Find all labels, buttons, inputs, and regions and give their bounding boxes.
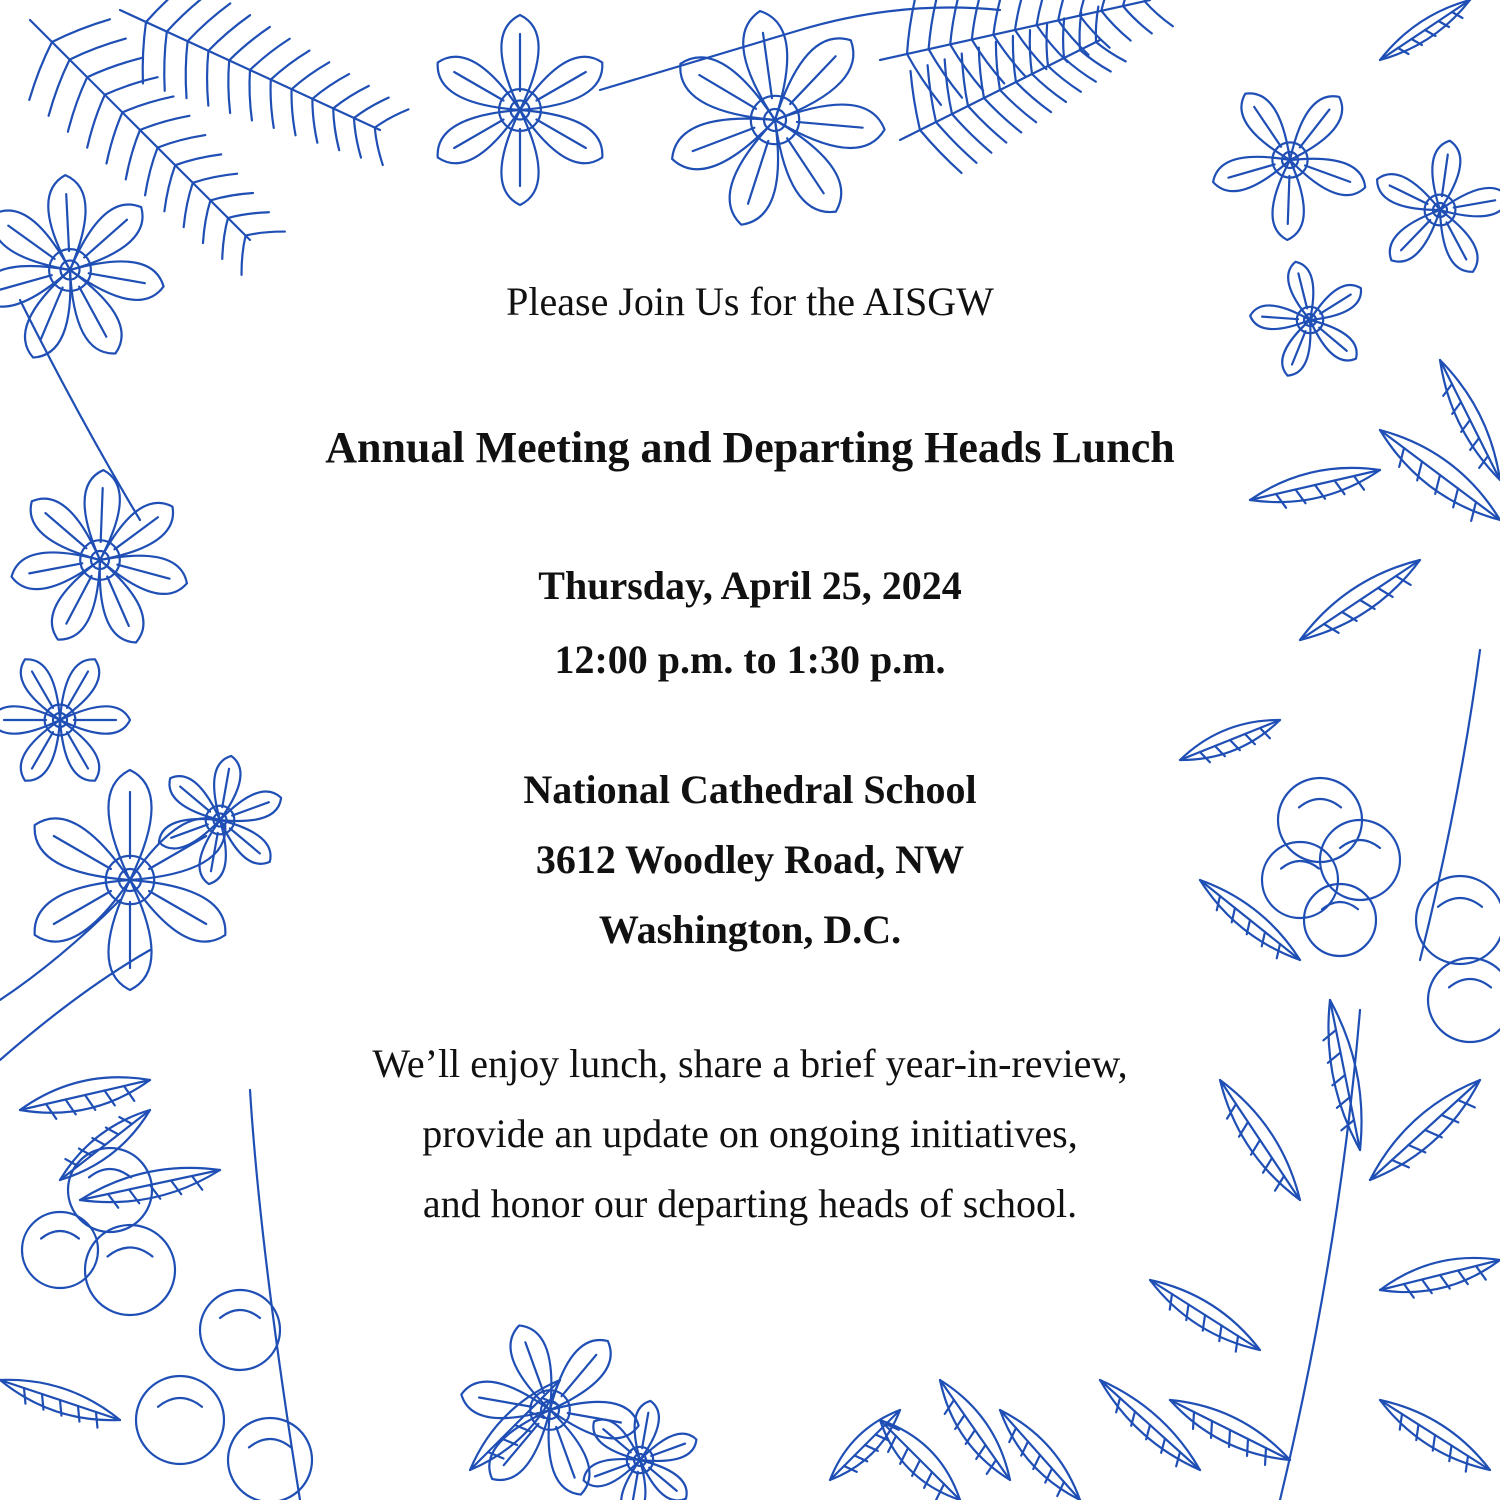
- frond-leaflet: [52, 19, 110, 42]
- berry-highlight: [220, 1310, 260, 1318]
- leaf-hatch: [1229, 1430, 1230, 1447]
- frond-leaflet: [1015, 0, 1027, 30]
- leaf-hatch: [1236, 1336, 1238, 1352]
- petal-vein: [763, 33, 772, 98]
- frond-leaflet: [271, 80, 274, 128]
- petal-vein: [632, 1472, 638, 1500]
- frond-leaflet: [228, 60, 230, 113]
- leaf-hatch: [955, 1415, 964, 1429]
- description-line: and honor our departing heads of school.: [422, 1181, 1078, 1226]
- frond-leaflet: [1145, 1, 1173, 26]
- petal-vein: [1288, 176, 1290, 224]
- frond-leaflet: [68, 77, 87, 132]
- berry-icon: [1428, 958, 1500, 1042]
- petal-vein: [536, 72, 585, 101]
- leaf-hatch: [1193, 1412, 1194, 1429]
- frond-leaflet: [229, 27, 270, 60]
- berry-highlight: [249, 1439, 291, 1447]
- frond-leaflet: [375, 128, 383, 165]
- frond-leaflet: [1046, 24, 1048, 66]
- frond-leaflet: [1101, 11, 1130, 41]
- frond-leaflet: [105, 77, 158, 95]
- frond-leaflet: [1013, 36, 1016, 82]
- frond-leaflet: [972, 40, 1004, 84]
- frond-leaflet: [936, 122, 976, 163]
- frond-leaflet: [207, 51, 208, 106]
- petal-icon: [680, 57, 775, 120]
- frond-leaflet: [175, 154, 221, 165]
- frond-leaflet: [249, 70, 251, 120]
- berry-icon: [228, 1418, 312, 1500]
- petal-vein: [1300, 110, 1330, 148]
- frond-leaflet: [164, 165, 175, 211]
- berry-highlight: [108, 1248, 153, 1257]
- petal-vein: [1401, 220, 1430, 250]
- frond-leaflet: [972, 0, 983, 40]
- frond-leaflet: [184, 183, 193, 227]
- frond-leaflet: [354, 118, 361, 158]
- frond-leaflet: [271, 51, 310, 80]
- petal-vein: [603, 1429, 631, 1452]
- petal-vein: [66, 194, 69, 251]
- leaf-hatch: [1219, 1326, 1221, 1342]
- frond-leaflet: [143, 22, 146, 83]
- frond-leaflet: [49, 60, 70, 116]
- leaf-hatch: [1170, 1294, 1172, 1310]
- frond-leaflet: [222, 218, 228, 259]
- leaf-hatch: [987, 1460, 996, 1474]
- frond-leaflet: [203, 200, 210, 243]
- petal-icon: [1440, 210, 1478, 272]
- frond-leaflet: [1064, 58, 1096, 82]
- frond-leaflet: [333, 86, 369, 109]
- frond-leaflet: [1096, 42, 1126, 61]
- frond-leaflet: [920, 130, 961, 173]
- berry-icon: [200, 1290, 280, 1370]
- frond-leaflet: [29, 42, 52, 100]
- leaf-hatch: [1342, 612, 1357, 621]
- venue-address: 3612 Woodley Road, NW: [535, 837, 965, 882]
- leaf-hatch: [1476, 1266, 1486, 1280]
- petal-vein: [562, 1355, 597, 1396]
- frond-leaflet: [292, 89, 296, 135]
- leaf-hatch: [1354, 476, 1364, 490]
- petal-icon: [461, 1382, 550, 1418]
- petal-vein: [1319, 328, 1347, 351]
- frond-leaflet: [292, 62, 330, 89]
- frond-leaflet: [333, 108, 339, 150]
- frond-leaflet: [146, 0, 191, 22]
- petal-vein: [790, 56, 835, 104]
- frond-leaflet: [911, 71, 920, 130]
- leaf-hatch: [1466, 1456, 1468, 1472]
- frond-leaflet: [945, 59, 952, 114]
- stem: [600, 8, 1000, 91]
- frond-leaflet: [126, 130, 140, 179]
- petal-vein: [454, 120, 503, 149]
- leaf-hatch: [1425, 30, 1435, 36]
- frond-leaflet: [158, 135, 206, 148]
- venue-name: National Cathedral School: [523, 767, 977, 812]
- petal-icon: [672, 119, 775, 170]
- venue-city: Washington, D.C.: [598, 907, 902, 952]
- petal-vein: [649, 1468, 677, 1491]
- leaf-hatch: [1400, 1414, 1402, 1430]
- petal-vein: [1390, 185, 1428, 203]
- berry-icon: [136, 1376, 224, 1464]
- leaf-hatch: [1404, 1284, 1414, 1298]
- frond-leaflet: [164, 32, 167, 91]
- leaf-hatch: [1412, 39, 1422, 45]
- frond-leaflet: [993, 0, 1004, 35]
- frond-leaflet: [70, 39, 126, 60]
- frond-leaflet: [1037, 0, 1049, 25]
- berry-highlight: [1449, 979, 1491, 987]
- frond-leaflet: [87, 58, 142, 77]
- frond-leaflet: [354, 98, 389, 118]
- frond-leaflet: [312, 99, 317, 143]
- leaf-hatch: [24, 1388, 25, 1404]
- leaf-hatch: [42, 1394, 43, 1410]
- leaf-hatch: [1276, 494, 1286, 508]
- petal-vein: [1228, 164, 1274, 177]
- description-line: provide an update on ongoing initiatives,: [422, 1111, 1078, 1156]
- petal-icon: [0, 210, 70, 270]
- petal-vein: [536, 120, 585, 149]
- petal-vein: [101, 488, 103, 542]
- frond-leaflet: [996, 42, 1000, 90]
- event-title: Annual Meeting and Departing Heads Lunch: [325, 423, 1175, 472]
- leaf-hatch: [1265, 1448, 1266, 1465]
- leaf-hatch: [1033, 1455, 1040, 1469]
- leaf-hatch: [124, 1086, 134, 1101]
- leaf-hatch: [900, 1448, 908, 1464]
- leaf-hatch: [65, 1159, 78, 1166]
- frond-leaflet: [1123, 6, 1152, 33]
- leaf-hatch: [966, 1430, 975, 1444]
- leaf-hatch: [1211, 1421, 1212, 1438]
- frond-leaflet: [250, 39, 290, 70]
- leaf-hatch: [912, 1460, 920, 1476]
- petal-vein: [45, 513, 86, 548]
- leaf-hatch: [1449, 1446, 1451, 1462]
- frond-leaflet: [375, 109, 409, 127]
- petal-icon: [1440, 188, 1500, 216]
- petal-vein: [1442, 155, 1448, 197]
- invitation-intro: Please Join Us for the AISGW: [506, 279, 994, 324]
- frond-leaflet: [122, 96, 173, 112]
- berry-highlight: [89, 1169, 131, 1177]
- leaf-hatch: [1247, 1439, 1248, 1456]
- frond-leaflet: [1080, 12, 1082, 50]
- frond-leaflet: [186, 41, 188, 98]
- leaf-hatch: [96, 1412, 97, 1428]
- frond-leaflet: [193, 174, 237, 183]
- petal-vein: [748, 141, 768, 204]
- frond-leaflet: [246, 232, 285, 236]
- petal-icon: [775, 120, 841, 212]
- event-time: 12:00 p.m. to 1:30 p.m.: [554, 637, 946, 682]
- description-line: We’ll enjoy lunch, share a brief year-in-review,: [372, 1041, 1128, 1086]
- leaf-hatch: [78, 1406, 79, 1422]
- petal-vein: [797, 122, 863, 128]
- petal-icon: [730, 120, 778, 225]
- frond-leaflet: [312, 74, 349, 99]
- petal-vein: [642, 1413, 648, 1448]
- leaf-hatch: [1458, 1100, 1475, 1107]
- petal-vein: [454, 72, 503, 101]
- frond-leaflet: [210, 193, 253, 200]
- petal-vein: [1447, 222, 1467, 259]
- petal-vein: [84, 220, 127, 258]
- petal-icon: [1377, 174, 1440, 210]
- petal-icon: [775, 105, 885, 148]
- berry-highlight: [158, 1398, 202, 1407]
- frond-leaflet: [242, 236, 246, 275]
- frond-leaflet: [145, 148, 158, 196]
- petal-vein: [1454, 200, 1495, 207]
- frond-leaflet: [1080, 50, 1111, 72]
- frond-leaflet: [167, 0, 211, 32]
- petal-icon: [635, 1401, 659, 1460]
- petal-icon: [1241, 93, 1290, 160]
- frond-leaflet: [928, 65, 936, 122]
- berry-highlight: [41, 1231, 79, 1239]
- frond-leaflet: [140, 116, 189, 130]
- frond-leaflet: [1063, 18, 1064, 58]
- frond-leaflet: [1048, 66, 1081, 92]
- frond-leaflet: [228, 212, 269, 218]
- frond-leaflet: [106, 112, 122, 163]
- petal-icon: [100, 503, 173, 560]
- event-date: Thursday, April 25, 2024: [538, 563, 962, 608]
- berry-icon: [85, 1225, 175, 1315]
- leaf-hatch: [60, 1400, 61, 1416]
- frond-leaflet: [87, 95, 105, 148]
